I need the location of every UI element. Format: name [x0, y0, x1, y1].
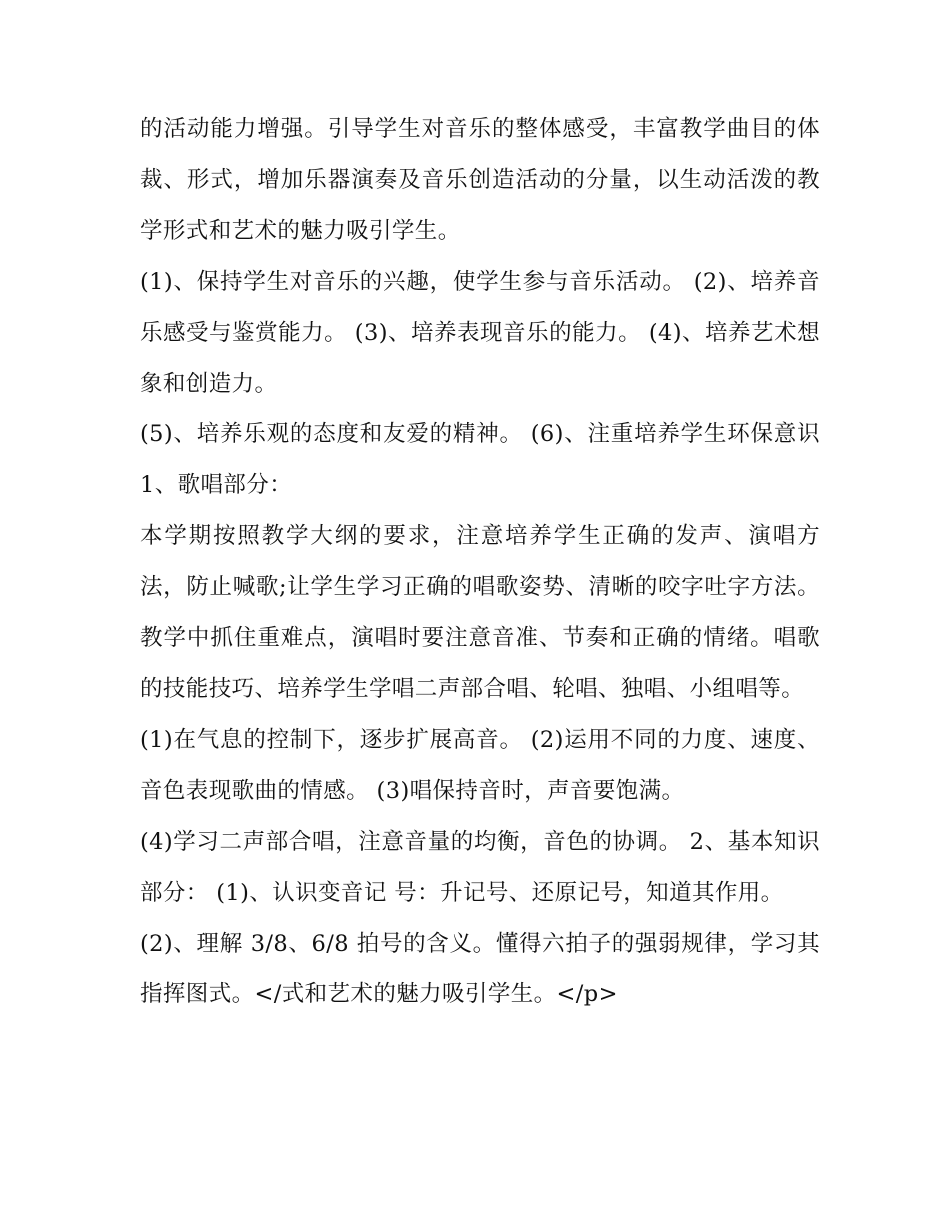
document-page	[140, 104, 820, 1020]
paragraph-goals-5-6: (5)、培养乐观的态度和友爱的精神。 (6)、注重培养学生环保意识 1、歌唱部分：	[140, 421, 820, 499]
paragraph-time-signature: (2)、理解 3/8、6/8 拍号的含义。懂得六拍子的强弱规律，学习其指挥图式。</式和艺术的魅力吸引学生。</p>	[140, 930, 820, 1008]
paragraph-goals-1-4: (1)、保持学生对音乐的兴趣，使学生参与音乐活动。 (2)、培养音乐感受与鉴赏能力。 (3)、培养表现音乐的能力。 (4)、培养艺术想象和创造力。	[140, 268, 820, 397]
paragraph-basic-knowledge: (4)学习二声部合唱，注意音量的均衡，音色的协调。 2、基本知识部分： (1)、认识变音记 号：升记号、还原记号，知道其作用。	[140, 828, 820, 906]
paragraph-singing-skills: (1)在气息的控制下，逐步扩展高音。 (2)运用不同的力度、速度、音色表现歌曲的情感。 (3)唱保持音时，声音要饱满。	[140, 726, 820, 804]
paragraph-singing-requirements: 本学期按照教学大纲的要求，注意培养学生正确的发声、演唱方法，防止喊歌;让学生学习正确的唱歌姿势、清晰的咬字吐字方法。教学中抓住重难点，演唱时要注意音准、节奏和正确的情绪。唱歌的技能技巧、培养学生学唱二声部合唱、轮唱、独唱、小组唱等。	[140, 523, 820, 702]
paragraph-intro: 的活动能力增强。引导学生对音乐的整体感受，丰富教学曲目的体裁、形式，增加乐器演奏及音乐创造活动的分量，以生动活泼的教学形式和艺术的魅力吸引学生。	[140, 116, 820, 244]
